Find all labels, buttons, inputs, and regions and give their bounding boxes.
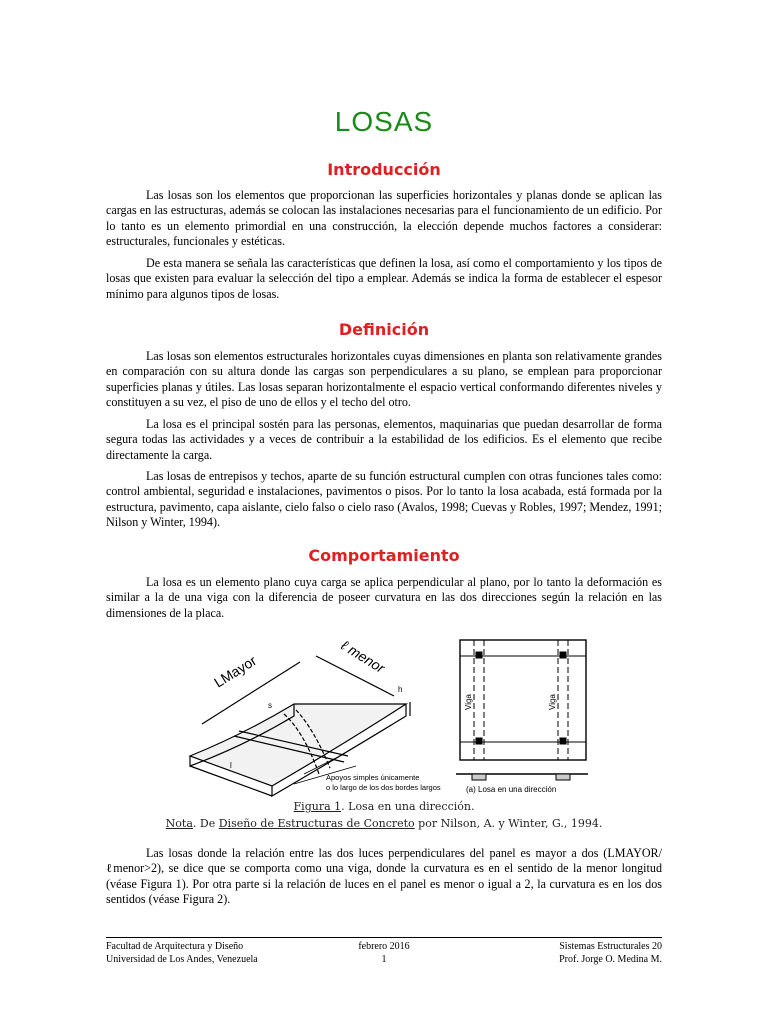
label-viga-left: Viga <box>464 694 473 710</box>
label-lmenor: ℓ menor <box>338 636 388 677</box>
figure-note-title: Diseño de Estructuras de Concreto <box>218 817 415 830</box>
footer-date: febrero 2016 <box>358 941 410 952</box>
comportamiento-paragraph-1: La losa es un elemento plano cuya carga se aplica perpendicular al plano, por lo tanto la deformación es similar a la de una viga con la diferencia de poseer curvatura en las dos direcciones según la relación en las dimensiones de la placa. <box>106 575 662 620</box>
figure-caption-number: Figura 1 <box>293 800 342 813</box>
label-viga-right: Viga <box>548 694 557 710</box>
figure-1-drawing <box>184 634 604 799</box>
footer-professor: Prof. Jorge O. Medina M. <box>559 954 662 965</box>
definicion-paragraph-1: Las losas son elementos estructurales horizontales cuyas dimensiones en planta son relativamente grandes en comparación con su altura donde las cargas son perpendiculares a su plano, se emplean para proporcionar superficies planas y útiles. Las losas separan horizontalmente el espacio vertical conformando diferentes niveles y constituyen a su vez, el piso de uno de ellos y el techo del otro. <box>106 349 662 410</box>
footer-right <box>462 940 662 966</box>
footer-course: Sistemas Estructurales 20 <box>559 941 662 952</box>
figure-caption <box>0 800 768 813</box>
footer-divider <box>106 937 662 938</box>
comportamiento-paragraph-2: Las losas donde la relación entre las dos luces perpendiculares del panel es mayor a dos (LMAYOR/ℓmenor>2), se dice que se comporta como una viga, donde la curvatura es en el sentido de la menor longitud (véase Figura 1). Por otra parte si la relación de luces en el panel es menor o igual a 2, la curvatura es en los dos sentidos (véase Figura 2). <box>106 846 662 907</box>
figure-note-pre: . De <box>192 817 219 830</box>
label-l: l <box>230 761 232 770</box>
definicion-paragraph-3: Las losas de entrepisos y techos, aparte de su función estructural cumplen con otras funciones tales como: control ambiental, seguridad e instalaciones, pavimentos o pisos. Por lo tanto la losa acabada, está formada por la estructura, pavimento, capa aislante, cielo falso o cielo raso (Avalos, 1998; Cuevas y Robles, 1997; Mendez, 1991; Nilson y Winter, 1994). <box>106 469 662 530</box>
label-apoyos-2: o lo largo de los dos bordes largos <box>326 783 441 792</box>
figure-note <box>0 817 768 830</box>
intro-paragraph-2: De esta manera se señala las características que definen la losa, así como el comportamiento y los tipos de losas que existen para evaluar la selección del tipo a emplear. Además se indica la forma de establecer el espesor mínimo para algunos tipos de losas. <box>106 256 662 301</box>
figure-note-label: Nota <box>165 817 193 830</box>
heading-comportamiento: Comportamiento <box>308 546 460 565</box>
footer-university: Universidad de Los Andes, Venezuela <box>106 954 258 965</box>
definicion-paragraph-2: La losa es el principal sostén para las personas, elementos, maquinarias que puedan desarrollar de forma segura todas las actividades y a veces de contribuir a la estabilidad de los edificios. Es el elemento que recibe directamente la carga. <box>106 417 662 462</box>
footer-page-number: 1 <box>381 954 387 965</box>
footer-faculty: Facultad de Arquitectura y Diseño <box>106 941 244 952</box>
label-lmayor: LMayor <box>211 652 260 691</box>
label-s: s <box>268 701 272 710</box>
page-title: LOSAS <box>334 106 434 137</box>
figure-caption-text: . Losa en una dirección. <box>341 800 475 813</box>
intro-paragraph-1: Las losas son los elementos que proporcionan las superficies horizontales y planas donde se aplican las cargas en las estructuras, además se colocan las instalaciones necesarias para el funcionamiento de un edificio. Por lo tanto es un elemento primordial en una construcción, la elección depende muchos factores a considerar: estructurales, funcionales y estéticas. <box>106 188 662 249</box>
label-losa-direccion: (a) Losa en una dirección <box>466 785 557 794</box>
figure-note-post: por Nilson, A. y Winter, G., 1994. <box>414 817 603 830</box>
footer-center <box>330 940 438 966</box>
label-apoyos-1: Apoyos simples únicamente <box>326 773 420 782</box>
heading-definicion: Definición <box>338 320 430 339</box>
label-h: h <box>398 685 403 694</box>
slab-plan <box>456 640 588 780</box>
heading-introduccion: Introducción <box>327 160 441 179</box>
footer-left <box>106 940 258 966</box>
